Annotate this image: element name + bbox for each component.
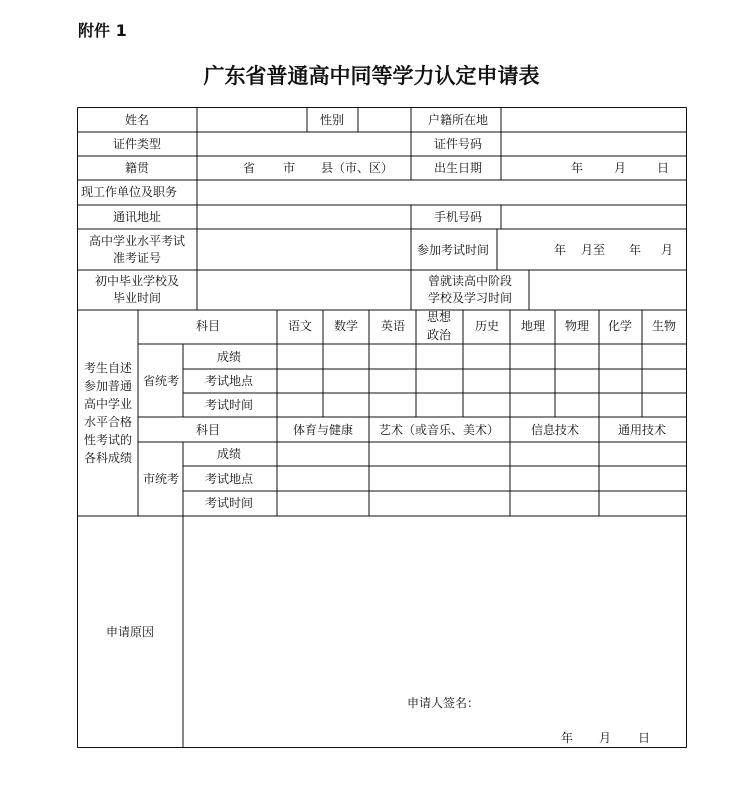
junior-school-label-line2: 毕业时间 (112, 291, 162, 305)
subject-it: 信息技术 (530, 423, 580, 437)
form-title: 广东省普通高中同等学力认定申请表 (203, 63, 540, 88)
signature-month-unit: 月 (598, 731, 612, 745)
subject-math: 数学 (333, 319, 359, 333)
provincial-time-label: 考试时间 (204, 398, 254, 412)
exam-month2-unit: 月 (660, 243, 674, 257)
native-place-label: 籍贯 (124, 161, 150, 175)
municipal-subject-header: 科目 (195, 423, 221, 437)
signature-day-unit: 日 (637, 731, 651, 745)
province-unit: 省 (242, 161, 256, 175)
exam-ticket-label-line2: 准考证号 (112, 251, 162, 265)
subject-politics-line2: 政治 (426, 328, 452, 342)
provincial-exam-label: 省统考 (142, 374, 180, 388)
household-label: 户籍所在地 (427, 113, 489, 127)
work-unit-label: 现工作单位及职务 (81, 185, 178, 199)
birth-day-unit: 日 (656, 161, 670, 175)
name-label: 姓名 (124, 113, 150, 127)
subject-pe: 体育与健康 (292, 423, 354, 437)
birth-year-unit: 年 (570, 161, 584, 175)
reason-label: 申请原因 (105, 625, 155, 639)
provincial-score-label: 成绩 (216, 350, 242, 364)
exam-time-label: 参加考试时间 (416, 243, 490, 257)
senior-school-label-line1: 曾就读高中阶段 (427, 274, 513, 288)
subject-physics: 物理 (564, 319, 590, 333)
subject-politics-line1: 思想 (426, 310, 452, 324)
subject-chemistry: 化学 (607, 319, 633, 333)
municipal-location-label: 考试地点 (204, 472, 254, 486)
exam-month-to-unit: 月至 (580, 243, 606, 257)
exam-year2-unit: 年 (628, 243, 642, 257)
id-number-label: 证件号码 (433, 137, 483, 151)
birth-date-label: 出生日期 (433, 161, 483, 175)
municipal-score-label: 成绩 (216, 447, 242, 461)
county-unit: 县（市、区） (320, 161, 394, 175)
birth-month-unit: 月 (613, 161, 627, 175)
subject-general-tech: 通用技术 (617, 423, 667, 437)
id-type-label: 证件类型 (112, 137, 162, 151)
scores-side-label-3: 高中学业 (83, 397, 133, 411)
address-label: 通讯地址 (112, 210, 162, 224)
scores-side-label-6: 各科成绩 (83, 451, 133, 465)
scores-side-label-5: 性考试的 (83, 433, 133, 447)
subject-geography: 地理 (520, 319, 546, 333)
scores-side-label-4: 水平合格 (83, 415, 133, 429)
subject-history: 历史 (474, 319, 500, 333)
exam-ticket-label-line1: 高中学业水平考试 (88, 234, 186, 248)
provincial-location-label: 考试地点 (204, 374, 254, 388)
scores-side-label-2: 参加普通 (83, 379, 133, 393)
application-form-table (77, 107, 687, 748)
subject-chinese: 语文 (287, 319, 313, 333)
subject-english: 英语 (380, 319, 406, 333)
municipal-exam-label: 市统考 (142, 472, 180, 486)
signature-year-unit: 年 (560, 731, 574, 745)
scores-side-label-1: 考生自述 (83, 361, 133, 375)
exam-year1-unit: 年 (553, 243, 567, 257)
subject-biology: 生物 (651, 319, 677, 333)
mobile-label: 手机号码 (433, 210, 483, 224)
annex-label: 附件 1 (78, 21, 127, 40)
subject-arts: 艺术（或音乐、美术） (378, 423, 500, 437)
provincial-subject-header: 科目 (195, 319, 221, 333)
junior-school-label-line1: 初中毕业学校及 (94, 274, 180, 288)
gender-label: 性别 (319, 113, 345, 127)
municipal-time-label: 考试时间 (204, 496, 254, 510)
senior-school-label-line2: 学校及学习时间 (427, 291, 513, 305)
city-unit: 市 (282, 161, 296, 175)
signature-label: 申请人签名： (406, 696, 480, 710)
